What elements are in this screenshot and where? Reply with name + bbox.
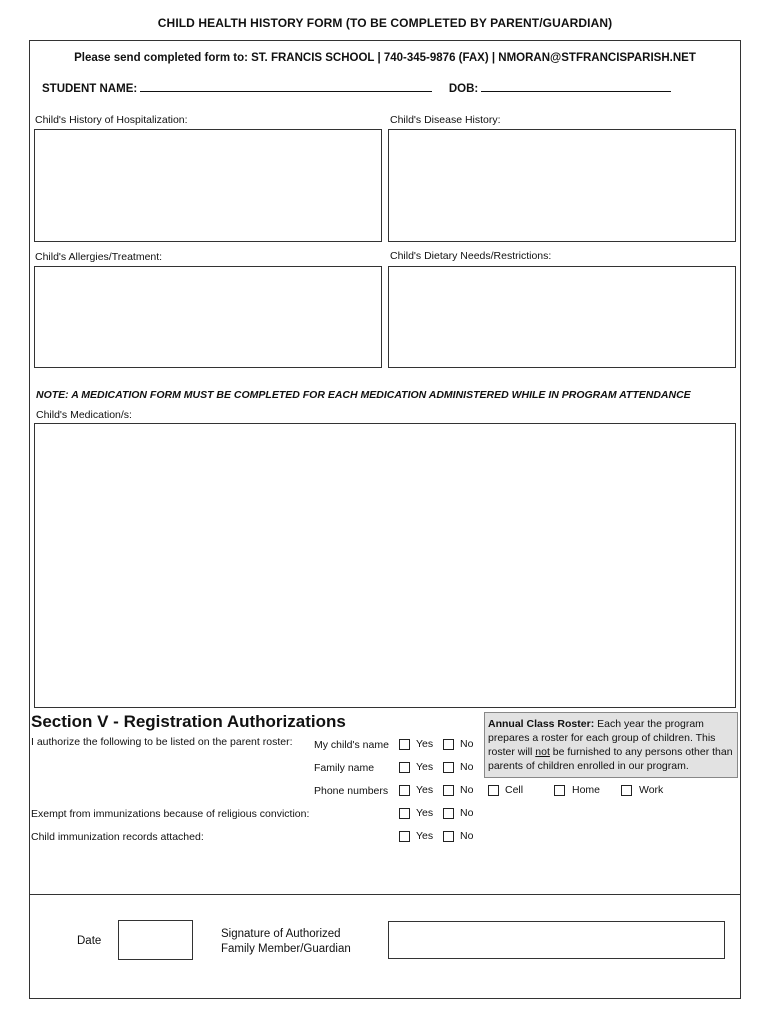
phone-work-label: Work: [639, 784, 664, 796]
family-name-no-checkbox[interactable]: [443, 762, 454, 773]
dietary-label: Child's Dietary Needs/Restrictions:: [390, 250, 552, 262]
exempt-yes-checkbox[interactable]: [399, 808, 410, 819]
disease-field[interactable]: [388, 129, 736, 242]
annual-roster-emphasis: not: [535, 746, 550, 758]
phone-numbers-label: Phone numbers: [314, 785, 389, 797]
student-info-row: [42, 81, 671, 95]
exempt-no-checkbox[interactable]: [443, 808, 454, 819]
date-field[interactable]: [118, 920, 193, 960]
phone-home-checkbox[interactable]: [554, 785, 565, 796]
hospitalization-field[interactable]: [34, 129, 382, 242]
send-to-line: Please send completed form to: ST. FRANCIS SCHOOL | 740-345-9876 (FAX) | NMORAN@STFRANCISPARISH.NET: [74, 52, 696, 64]
phone-home-label: Home: [572, 784, 601, 796]
student-name-field[interactable]: [140, 81, 432, 92]
annual-roster-heading: Annual Class Roster:: [488, 718, 595, 730]
no-label: No: [460, 784, 474, 796]
childs-name-no-checkbox[interactable]: [443, 739, 454, 750]
medication-note: NOTE: A MEDICATION FORM MUST BE COMPLETED FOR EACH MEDICATION ADMINISTERED WHILE IN PROGRAM ATTENDANCE: [36, 389, 691, 401]
dietary-field[interactable]: [388, 266, 736, 368]
signature-label-line2: Family Member/Guardian: [221, 943, 351, 955]
medication-label: Child's Medication/s:: [36, 409, 132, 421]
date-label: Date: [77, 935, 102, 947]
yes-label: Yes: [416, 738, 434, 750]
signature-divider: [29, 894, 741, 895]
exempt-label: Exempt from immunizations because of religious conviction:: [31, 808, 310, 820]
allergies-label: Child's Allergies/Treatment:: [35, 251, 163, 263]
phone-numbers-yes-checkbox[interactable]: [399, 785, 410, 796]
no-label: No: [460, 807, 474, 819]
hospitalization-label: Child's History of Hospitalization:: [35, 114, 188, 126]
phone-work-checkbox[interactable]: [621, 785, 632, 796]
student-name-label: STUDENT NAME:: [42, 83, 138, 95]
childs-name-yes-checkbox[interactable]: [399, 739, 410, 750]
form-title: CHILD HEALTH HISTORY FORM (TO BE COMPLETED BY PARENT/GUARDIAN): [157, 16, 613, 30]
records-no-checkbox[interactable]: [443, 831, 454, 842]
family-name-yes-checkbox[interactable]: [399, 762, 410, 773]
signature-label: [221, 927, 351, 957]
annual-roster-text-2: be furnished to any persons other than parents of children enrolled in our program.: [488, 746, 733, 772]
annual-roster-note: [484, 712, 738, 778]
no-label: No: [460, 830, 474, 842]
dob-field[interactable]: [481, 81, 671, 92]
allergies-field[interactable]: [34, 266, 382, 368]
phone-cell-checkbox[interactable]: [488, 785, 499, 796]
yes-label: Yes: [416, 807, 434, 819]
childs-name-label: My child's name: [314, 739, 389, 751]
yes-label: Yes: [416, 830, 434, 842]
phone-numbers-no-checkbox[interactable]: [443, 785, 454, 796]
no-label: No: [460, 761, 474, 773]
disease-label: Child's Disease History:: [390, 114, 501, 126]
section-v-title: Section V - Registration Authorizations: [31, 712, 346, 731]
signature-label-line1: Signature of Authorized: [221, 928, 341, 940]
yes-label: Yes: [416, 784, 434, 796]
annual-roster-text-1: Each year the program prepares a roster for each group of children. This roster will: [488, 718, 716, 758]
phone-cell-label: Cell: [505, 784, 524, 796]
medication-field[interactable]: [34, 423, 736, 708]
family-name-label: Family name: [314, 762, 375, 774]
dob-label: DOB:: [448, 83, 479, 95]
roster-intro-label: I authorize the following to be listed on the parent roster:: [31, 736, 293, 748]
records-yes-checkbox[interactable]: [399, 831, 410, 842]
no-label: No: [460, 738, 474, 750]
records-label: Child immunization records attached:: [31, 831, 204, 843]
yes-label: Yes: [416, 761, 434, 773]
signature-field[interactable]: [388, 921, 725, 959]
